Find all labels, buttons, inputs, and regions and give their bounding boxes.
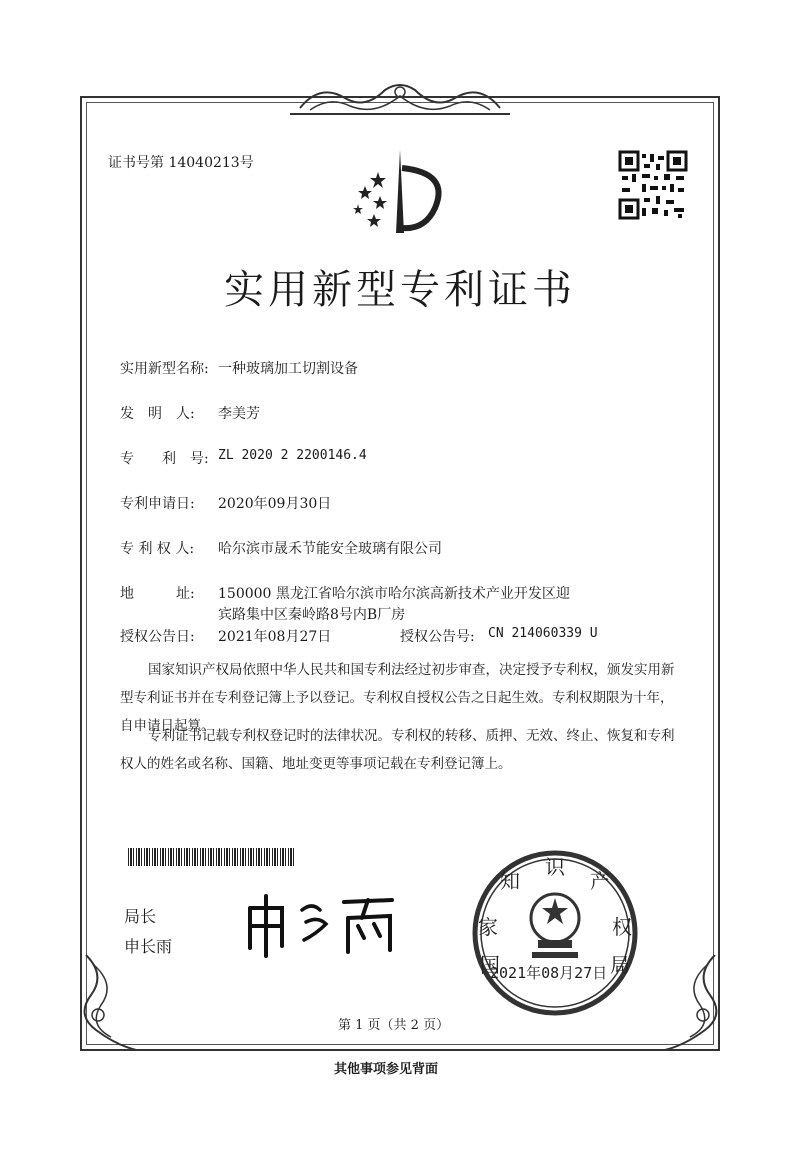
grant-date: 2021年08月27日 [218, 629, 332, 645]
inventor-label: 发 明 人: [120, 406, 195, 422]
grant-date-label: 授权公告日: [120, 629, 195, 645]
patentee-label: 专 利 权 人: [120, 541, 195, 557]
qr-code-icon[interactable] [618, 150, 688, 220]
barcode-icon [128, 848, 296, 866]
certificate-title: 实用新型专利证书 [224, 267, 576, 313]
certificate-number-label: 证书号第 [108, 155, 164, 171]
patent-number: ZL 2020 2 2200146.4 [218, 448, 367, 463]
svg-text:知: 知 [500, 869, 520, 893]
address-line-2: 宾路集中区秦岭路8号内B厂房 [218, 607, 406, 623]
address-line-1: 150000 黑龙江省哈尔滨市哈尔滨高新技术产业开发区迎 [218, 586, 570, 602]
page-footer: 第 1 页（共 2 页） [338, 1018, 450, 1033]
patent-office-emblem-icon [340, 148, 460, 240]
certificate-number [108, 152, 254, 172]
svg-text:家: 家 [478, 915, 498, 939]
director-name: 申长雨 [124, 937, 173, 956]
bottom-left-ornament-icon [76, 955, 146, 1055]
grant-number: CN 214060339 U [488, 626, 598, 641]
address-label: 地 址: [120, 586, 195, 602]
patent-number-label: 专 利 号: [120, 451, 209, 467]
seal-date: 2021年08月27日 [490, 964, 608, 982]
grant-number-label: 授权公告号: [400, 629, 475, 645]
svg-text:局: 局 [610, 953, 630, 977]
application-date: 2020年09月30日 [218, 496, 332, 512]
application-date-label: 专利申请日: [120, 496, 195, 512]
top-ornament-icon [290, 78, 510, 118]
director-title: 局长 [124, 907, 157, 926]
utility-model-name-label: 实用新型名称: [120, 361, 209, 377]
utility-model-name: 一种玻璃加工切割设备 [218, 361, 358, 377]
certificate-number-value: 14040213 [168, 155, 240, 171]
official-seal-icon [470, 848, 640, 1018]
director-signature-icon [240, 888, 410, 958]
bottom-note: 其他事项参见背面 [334, 1062, 439, 1077]
svg-text:识: 识 [545, 855, 565, 879]
paragraph-grant-statement: 国家知识产权局依照中华人民共和国专利法经过初步审查，决定授予专利权，颁发实用新型专利证书并在专利登记簿上予以登记。专利权自授权公告之日起生效。专利权期限为十年，自申请日起算。 [120, 662, 675, 734]
paragraph-legal-status: 专利证书记载专利权登记时的法律状况。专利权的转移、质押、无效、终止、恢复和专利权人的姓名或名称、国籍、地址变更等事项记载在专利登记簿上。 [120, 728, 675, 772]
bottom-right-ornament-icon [655, 955, 725, 1055]
certificate-number-suffix: 号 [239, 155, 254, 171]
patentee: 哈尔滨市晟禾节能安全玻璃有限公司 [218, 541, 442, 557]
inventor: 李美芳 [218, 406, 260, 422]
svg-text:权: 权 [612, 915, 632, 939]
seal-char-1: 国 [480, 953, 500, 977]
svg-text:产: 产 [590, 869, 610, 893]
